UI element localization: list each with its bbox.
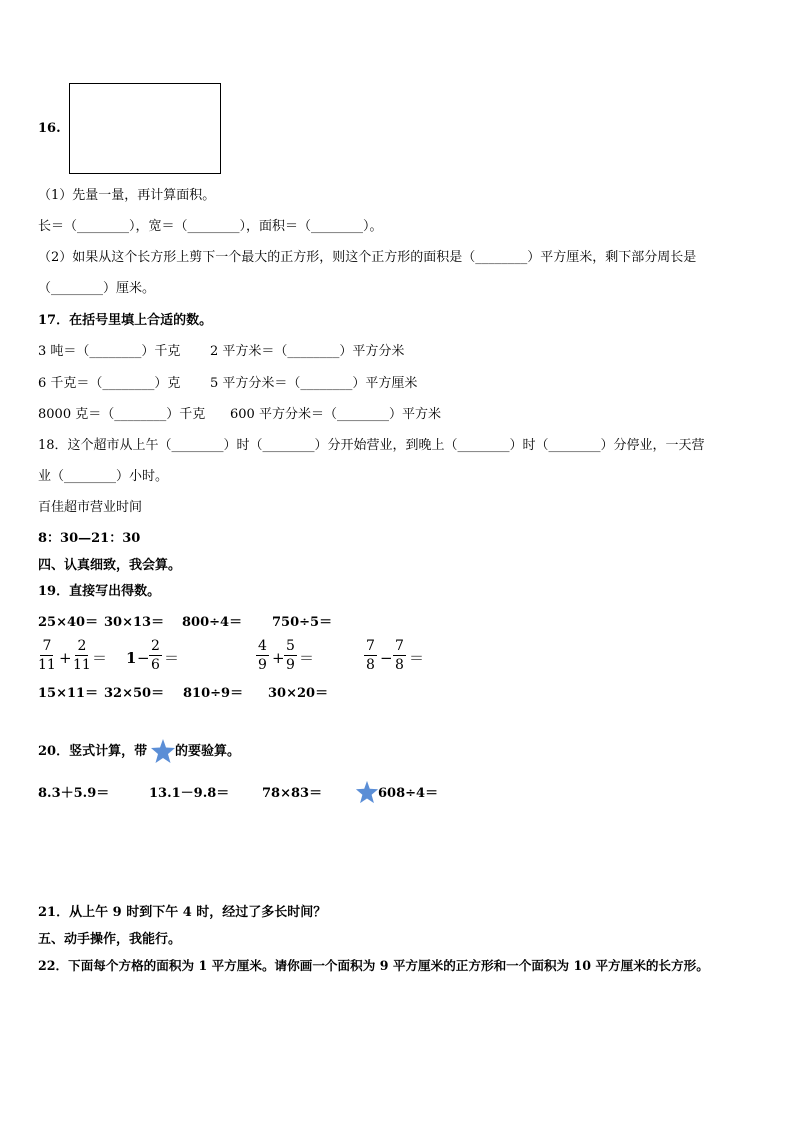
section-5-heading: 五、动手操作，我能行。: [38, 932, 182, 947]
fraction-4-9: [256, 638, 269, 673]
q16-part2-line2: （________）厘米。: [38, 281, 156, 296]
q19-expr-4: 750÷5＝: [272, 615, 333, 630]
store-hours: 8：30—21：30: [38, 531, 141, 546]
denominator: 11: [73, 657, 91, 673]
star-icon: [355, 780, 379, 804]
denominator: 8: [395, 657, 404, 673]
q16-part2-line1: （2）如果从这个长方形上剪下一个最大的正方形，则这个正方形的面积是（________）平方厘米，剩下部分周长是: [38, 250, 697, 265]
rectangle-figure: [69, 83, 221, 174]
question-22: 22．下面每个方格的面积为 1 平方厘米。请你画一个面积为 9 平方厘米的正方形和一个面积为 10 平方厘米的长方形。: [38, 958, 709, 973]
denominator: 11: [38, 657, 56, 673]
q18-line2: 业（________）小时。: [38, 469, 169, 484]
q19-expr-6: 32×50＝: [104, 686, 165, 701]
section-4-heading: 四、认真细致，我会算。: [38, 558, 182, 573]
fraction-5-9: [284, 638, 297, 673]
question-16-number: 16.: [38, 121, 61, 136]
q19-expr-1: 25×40＝: [38, 615, 99, 630]
equals-sign: ＝: [409, 649, 425, 667]
minus-sign: −: [137, 649, 150, 667]
denominator: 9: [286, 657, 295, 673]
q16-fill1: 长＝（________），宽＝（________），面积＝（________）。: [38, 219, 383, 234]
q17-row1-left: 3 吨＝（________）千克: [38, 344, 181, 359]
fraction-7-11: [36, 638, 58, 673]
fraction-7-8-b: [393, 638, 406, 673]
store-hours-title: 百佳超市营业时间: [38, 500, 143, 515]
denominator: 9: [258, 657, 267, 673]
leading-one: 1: [126, 649, 137, 667]
q18-line1: 18．这个超市从上午（________）时（________）分开始营业，到晚上（________）时（________）分停业，一天营: [38, 438, 705, 453]
question-20-title-start: 20．竖式计算，带: [38, 744, 148, 759]
q17-row3-right: 600 平方分米＝（________）平方米: [230, 407, 441, 422]
question-21: 21．从上午 9 时到下午 4 时，经过了多长时间？: [38, 905, 327, 920]
fraction-2-11: [71, 638, 93, 673]
q20-item-1: 8.3＋5.9＝: [38, 786, 110, 801]
plus-sign: +: [272, 649, 285, 667]
question-17-title: 17．在括号里填上合适的数。: [38, 313, 213, 328]
numerator: 5: [286, 638, 295, 654]
numerator: 7: [42, 638, 52, 654]
q17-row2-right: 5 平方分米＝（________）平方厘米: [210, 376, 418, 391]
denominator: 8: [366, 657, 375, 673]
q16-part1: （1）先量一量，再计算面积。: [38, 188, 216, 203]
q19-expr-7: 810÷9＝: [183, 686, 244, 701]
q19-expr-5: 15×11＝: [38, 686, 99, 701]
minus-sign: −: [380, 649, 393, 667]
q19-expr-8: 30×20＝: [268, 686, 329, 701]
numerator: 2: [151, 638, 160, 654]
numerator: 4: [258, 638, 267, 654]
equals-sign: ＝: [299, 649, 315, 667]
star-icon: [150, 738, 176, 764]
fraction-7-8-a: [364, 638, 377, 673]
q20-item-2: 13.1－9.8＝: [149, 786, 230, 801]
denominator: 6: [151, 657, 160, 673]
q19-expr-2: 30×13＝: [104, 615, 165, 630]
numerator: 7: [366, 638, 375, 654]
q19-expr-3: 800÷4＝: [182, 615, 243, 630]
q20-item-4: 608÷4＝: [378, 786, 439, 801]
q17-row2-left: 6 千克＝（________）克: [38, 376, 181, 391]
q17-row3-left: 8000 克＝（________）千克: [38, 407, 206, 422]
plus-sign: +: [59, 649, 72, 667]
q17-row1-right: 2 平方米＝（________）平方分米: [210, 344, 405, 359]
equals-sign: ＝: [164, 649, 180, 667]
numerator: 7: [395, 638, 404, 654]
numerator: 2: [77, 638, 87, 654]
question-19-title: 19．直接写出得数。: [38, 584, 161, 599]
q20-item-3: 78×83＝: [262, 786, 323, 801]
fraction-2-6: [149, 638, 162, 673]
equals-sign: ＝: [92, 649, 108, 667]
question-20-title-end: 的要验算。: [175, 744, 241, 759]
